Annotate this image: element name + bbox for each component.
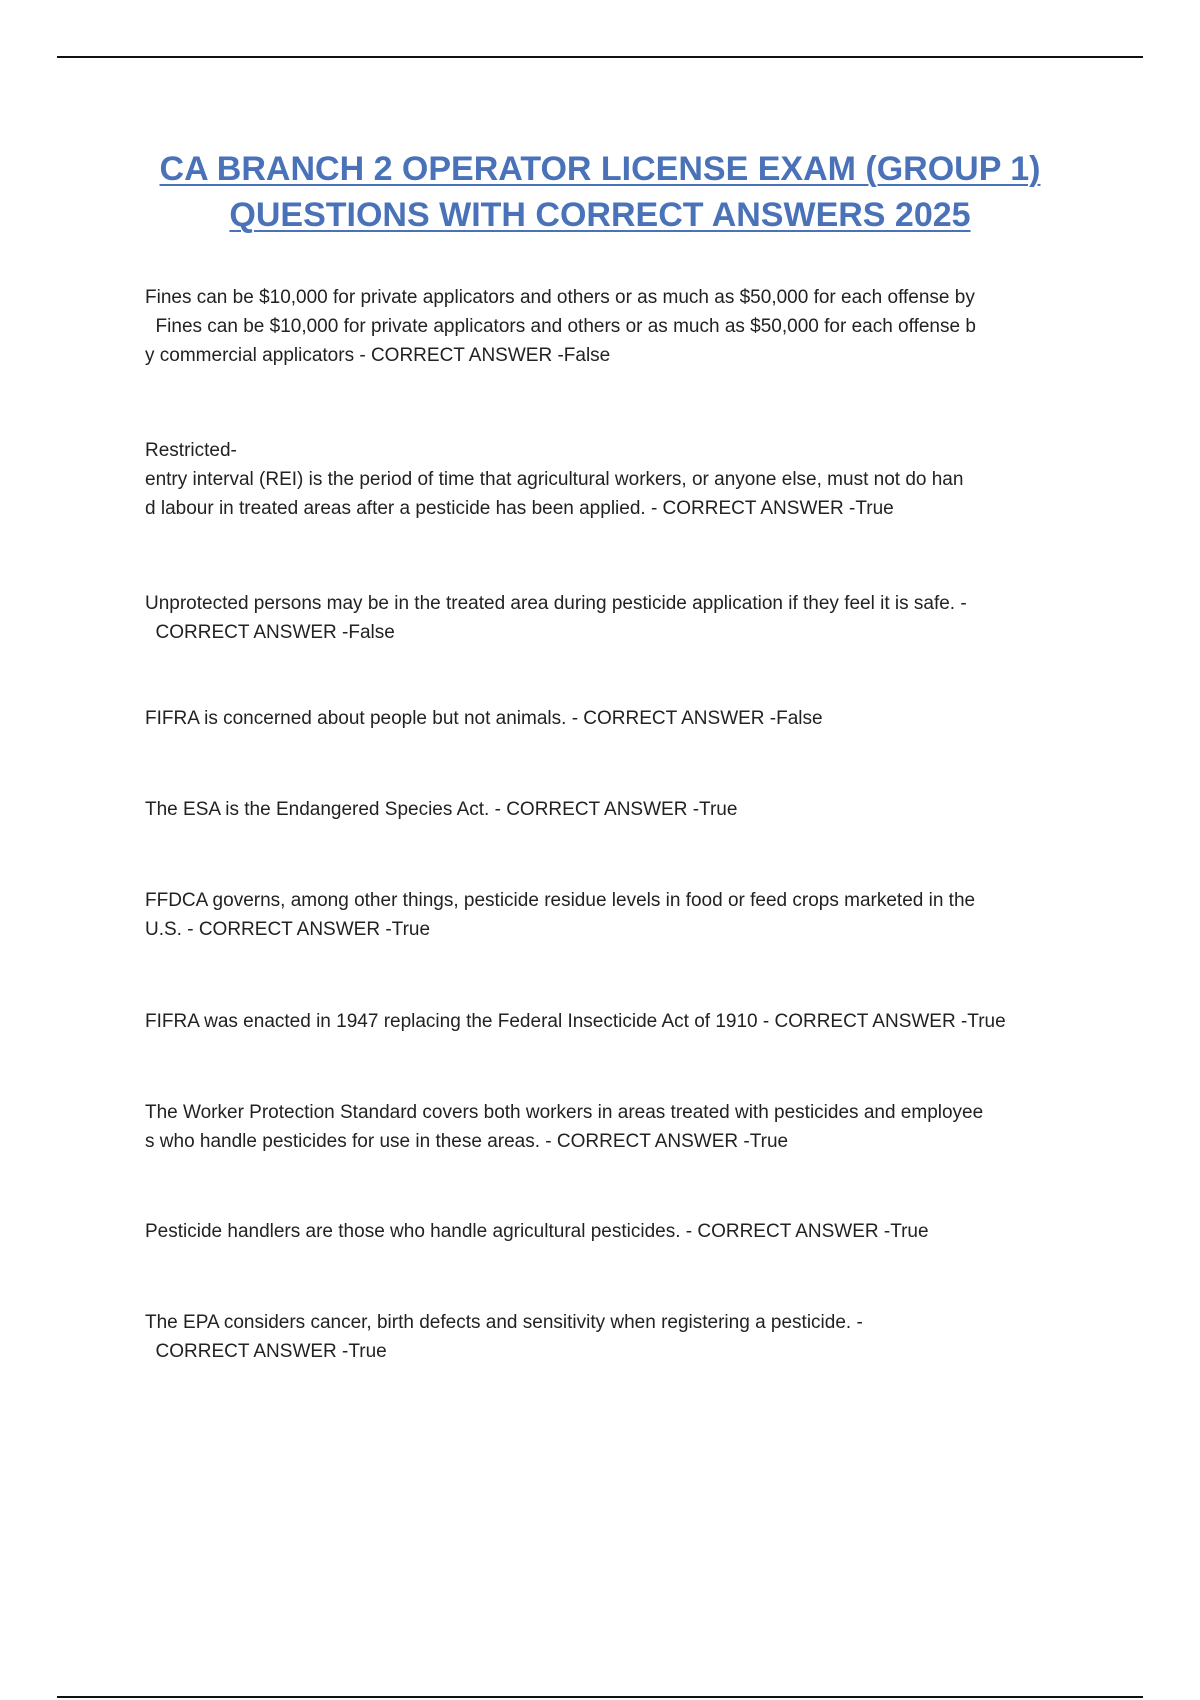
qa-line: The ESA is the Endangered Species Act. - CORRECT ANSWER -True [145, 799, 738, 820]
qa-line: FFDCA governs, among other things, pesticide residue levels in food or feed crops marketed in the [145, 890, 976, 911]
qa-item-3 [145, 589, 967, 647]
qa-line: y commercial applicators - CORRECT ANSWER -False [145, 345, 611, 366]
qa-line: entry interval (REI) is the period of time that agricultural workers, or anyone else, must not do han [145, 469, 964, 490]
qa-item-6 [145, 886, 975, 944]
qa-line: Unprotected persons may be in the treated area during pesticide application if they feel it is safe. - [145, 593, 967, 614]
qa-line: Fines can be $10,000 for private applicators and others or as much as $50,000 for each offense by [145, 287, 975, 308]
qa-line: s who handle pesticides for use in these areas. - CORRECT ANSWER -True [145, 1131, 789, 1152]
qa-item-1 [145, 283, 976, 370]
qa-line: CORRECT ANSWER -True [145, 1341, 387, 1362]
qa-line: The EPA considers cancer, birth defects and sensitivity when registering a pesticide. - [145, 1312, 863, 1333]
qa-item-7 [145, 1007, 1006, 1036]
title-line-1: CA BRANCH 2 OPERATOR LICENSE EXAM (GROUP 1) [159, 150, 1041, 188]
top-rule [57, 56, 1143, 58]
qa-line: CORRECT ANSWER -False [145, 622, 395, 643]
title-line-2: QUESTIONS WITH CORRECT ANSWERS 2025 [229, 196, 971, 234]
qa-item-4 [145, 704, 823, 733]
qa-line: Fines can be $10,000 for private applicators and others or as much as $50,000 for each offense b [145, 316, 976, 337]
qa-line: Restricted- [145, 440, 237, 461]
qa-item-8 [145, 1098, 983, 1156]
qa-line: FIFRA is concerned about people but not animals. - CORRECT ANSWER -False [145, 708, 823, 729]
qa-item-10 [145, 1308, 863, 1366]
qa-item-2 [145, 436, 963, 523]
qa-line: U.S. - CORRECT ANSWER -True [145, 919, 431, 940]
document-title [100, 146, 1100, 238]
qa-line: Pesticide handlers are those who handle agricultural pesticides. - CORRECT ANSWER -True [145, 1221, 929, 1242]
bottom-rule [57, 1696, 1143, 1698]
qa-line: FIFRA was enacted in 1947 replacing the Federal Insecticide Act of 1910 - CORRECT ANSWER -True [145, 1011, 1006, 1032]
qa-item-9 [145, 1217, 929, 1246]
qa-line: The Worker Protection Standard covers both workers in areas treated with pesticides and employee [145, 1102, 984, 1123]
qa-item-5 [145, 795, 737, 824]
qa-line: d labour in treated areas after a pesticide has been applied. - CORRECT ANSWER -True [145, 498, 894, 519]
